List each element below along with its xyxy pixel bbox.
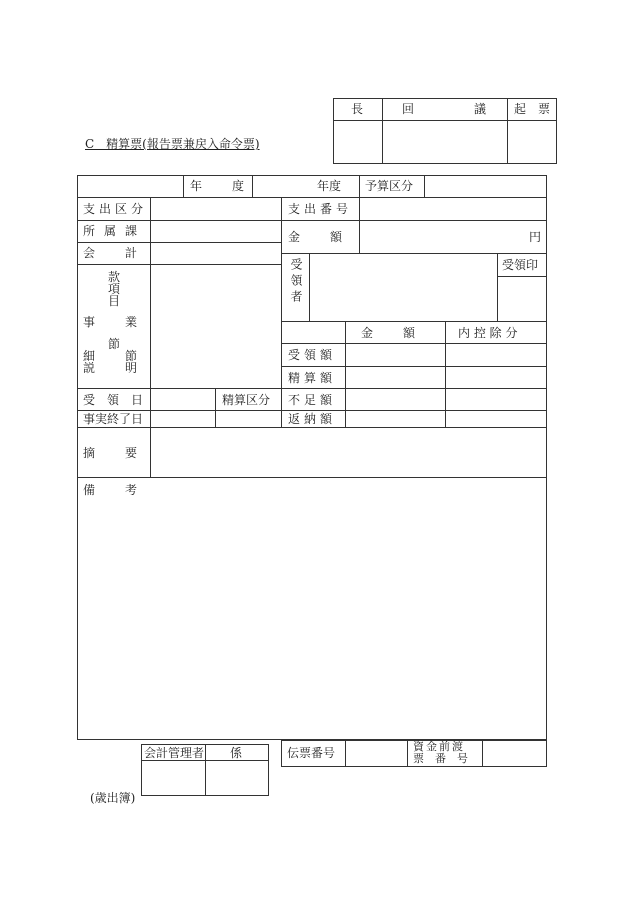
- label-kaikei-kanrisha: 会計管理者: [144, 746, 205, 760]
- label-shishutsu-kubun: 支出区分: [83, 202, 148, 216]
- label-kingaku: 金 額: [288, 230, 352, 244]
- label-moku: 目: [108, 294, 121, 308]
- label-shishutsu-bango: 支出番号: [288, 202, 353, 216]
- label-en: 円: [529, 230, 542, 244]
- label-fusoku-gaku: 不足額: [288, 393, 337, 407]
- label-shozoku-ka: 所属課: [83, 224, 147, 238]
- label-juryoin: 受領印: [502, 258, 539, 272]
- label-saisetsu: 細 節: [83, 349, 147, 363]
- label-hyo-bango: 票 番 号: [413, 752, 468, 765]
- col-uchikojo: 内 控 除 分: [458, 326, 518, 340]
- col-kingaku: 金 額: [361, 326, 425, 340]
- label-shikin-maewatashi: 資金前渡: [413, 740, 465, 753]
- approval-gi: 議: [474, 102, 487, 116]
- approval-cho: 長: [351, 102, 364, 116]
- header-nen: 年: [190, 179, 203, 193]
- label-juryosha: 受領者: [289, 258, 303, 306]
- label-tekiyo: 摘 要: [83, 446, 147, 460]
- approval-kihyo: 起 票: [514, 102, 551, 116]
- label-setsumei: 説 明: [83, 361, 147, 375]
- label-denpyo-bango: 伝票番号: [287, 746, 336, 760]
- label-seisan-gaku: 精算額: [288, 371, 337, 385]
- label-juryo-gaku: 受領額: [288, 348, 337, 362]
- label-seisan-kubun: 精算区分: [222, 393, 271, 407]
- header-nendo: 年度: [317, 179, 342, 193]
- approval-kai: 回: [402, 102, 415, 116]
- label-jigyo: 事 業: [83, 315, 147, 329]
- label-biko: 備 考: [83, 483, 147, 497]
- label-kaikei: 会 計: [83, 246, 147, 260]
- label-saishutsubo: (歳出簿): [90, 791, 136, 805]
- label-ko: 項: [108, 282, 121, 296]
- form-title: C 精算票(報告票兼戻入命令票): [85, 137, 260, 151]
- label-kan: 款: [108, 270, 121, 284]
- label-juryo-bi: 受 領 日: [83, 393, 144, 407]
- header-do: 度: [232, 179, 245, 193]
- header-yosan-kubun: 予算区分: [365, 179, 414, 193]
- label-setsu: 節: [108, 337, 121, 351]
- main-form-frame: [77, 175, 547, 740]
- label-jijitsu-shuryo: 事実終了日: [83, 412, 144, 426]
- label-hennou-gaku: 返納額: [288, 412, 337, 426]
- label-kakari: 係: [230, 746, 243, 760]
